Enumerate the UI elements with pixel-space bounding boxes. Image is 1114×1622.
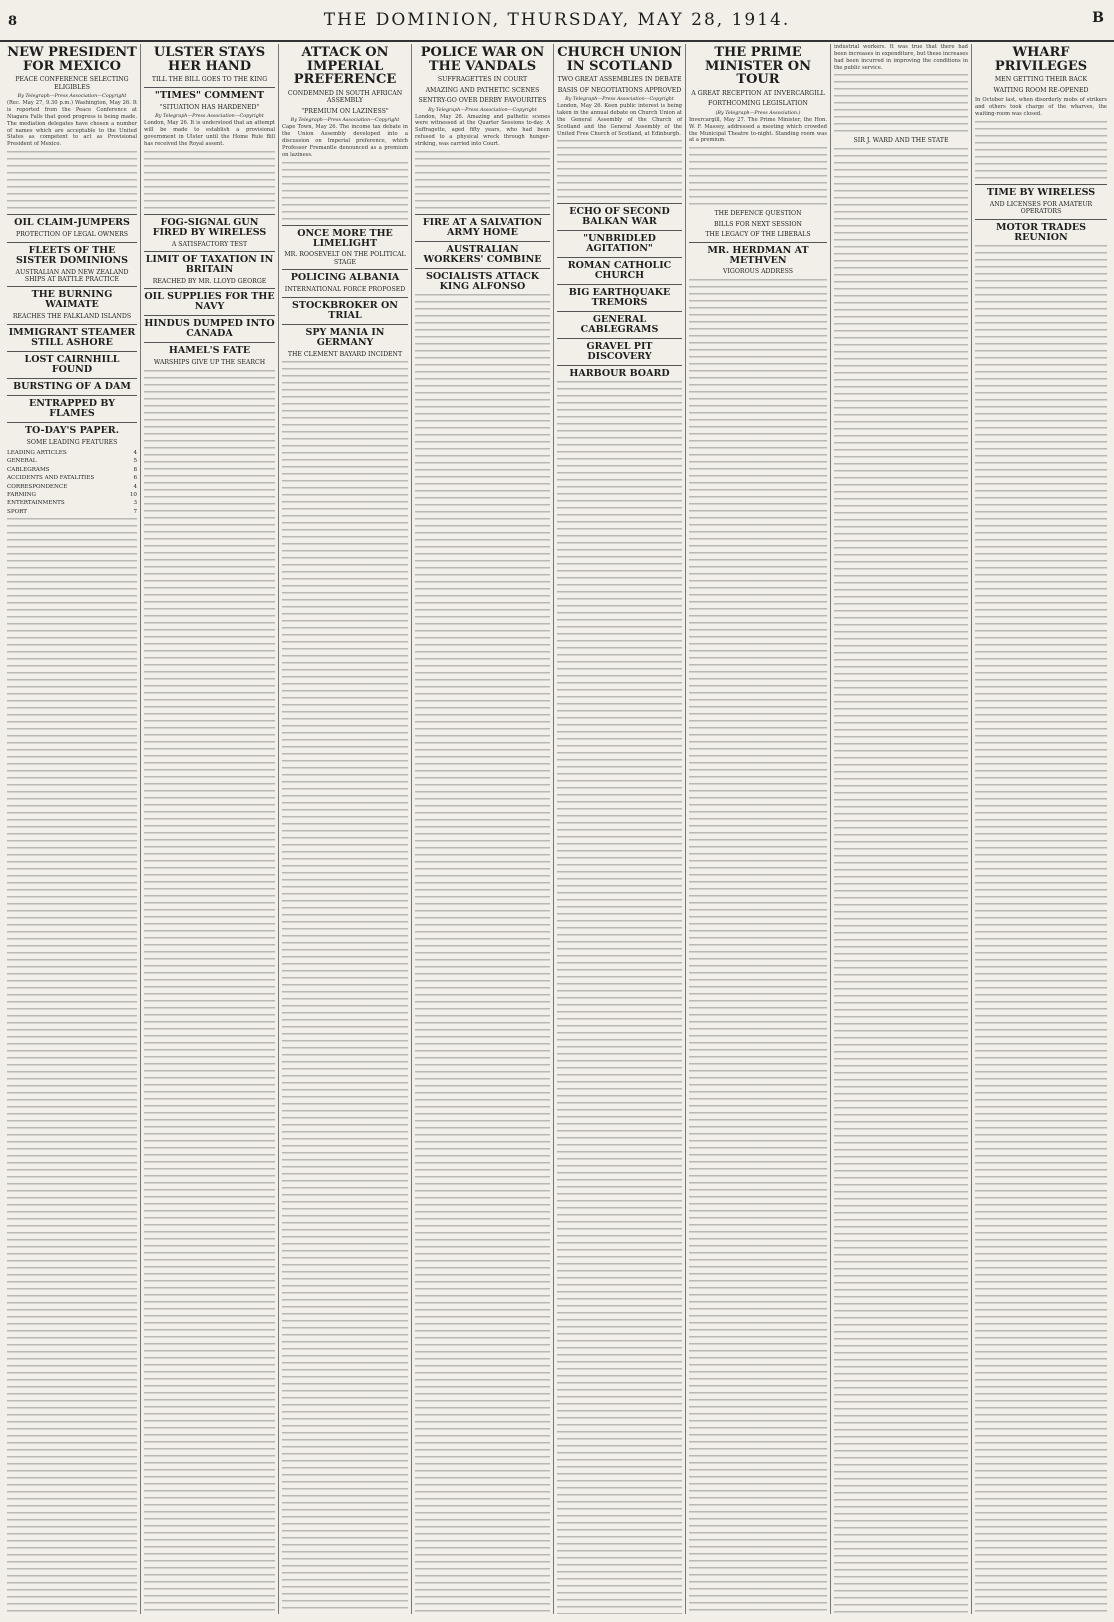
column-7: [831, 44, 972, 1614]
subheading: BILLS FOR NEXT SESSION: [714, 220, 802, 228]
article-text: In October last, when disorderly mobs of strikers and others took charge of the wharves, the waiting-room was closed.: [975, 97, 1107, 117]
article-text: London, May 26. It is understood that an attempt will be made to establish a provisional government in Ulster until the Home Rule Bill has received the Royal assent.: [144, 120, 275, 147]
headline: FLEETS OF THE SISTER DOMINIONS: [15, 244, 129, 266]
contents-page: 5: [133, 458, 137, 465]
headline: OIL CLAIM-JUMPERS: [14, 217, 130, 229]
contents-row: [7, 483, 137, 491]
contents-row: [7, 449, 137, 457]
headline: "UNBRIDLED AGITATION": [583, 233, 656, 255]
headline: STOCKBROKER ON TRIAL: [292, 299, 398, 321]
headline: BIG EARTHQUAKE TREMORS: [568, 287, 671, 309]
contents-page: 7: [133, 508, 137, 515]
subheading: THE LEGACY OF THE LIBERALS: [705, 231, 811, 239]
headline: HINDUS DUMPED INTO CANADA: [144, 318, 275, 340]
headline: ULSTER STAYS HER HAND: [153, 45, 266, 74]
contents-row: [7, 499, 137, 507]
headline: ECHO OF SECOND BALKAN WAR: [569, 206, 670, 228]
article-text: Invercargill, May 27. The Prime Minister, the Hon. W. F. Massey, addressed a meeting which crowded the Municipal Theatre to-night. Standing room was at a premium.: [689, 116, 827, 144]
headline: FOG-SIGNAL GUN FIRED BY WIRELESS: [152, 216, 267, 238]
subheading: THE DEFENCE QUESTION: [714, 210, 802, 218]
headline: HARBOUR BOARD: [569, 368, 670, 380]
subheading: AND LICENSES FOR AMATEUR OPERATORS: [989, 200, 1093, 216]
byline: By Telegraph—Press Association—Copyright: [428, 107, 537, 113]
contents-page: 10: [129, 491, 137, 498]
headline: GENERAL CABLEGRAMS: [580, 314, 659, 336]
text-lines: [557, 140, 682, 200]
section-rule: [415, 214, 550, 215]
headline: LOST CAIRNHILL FOUND: [24, 353, 120, 375]
contents-label: FARMING: [7, 491, 36, 498]
byline: By Telegraph—Press Association—Copyright: [290, 118, 400, 124]
subheading: BASIS OF NEGOTIATIONS APPROVED: [557, 86, 682, 94]
subheading: A SATISFACTORY TEST: [171, 240, 248, 248]
section-rule: [557, 230, 682, 231]
section-rule: [975, 219, 1107, 220]
column-4: [412, 44, 554, 1614]
article-text: London, May 26. Amazing and pathetic scenes were witnessed at the Quarter Sessions to-day. A Suffragette, aged fifty years, who had been refused to a physical wreck through hunger-striking, was carried into Court.: [415, 113, 550, 148]
subheading: AUSTRALIAN AND NEW ZEALAND SHIPS AT BATTLE PRACTICE: [15, 268, 129, 283]
section-rule: [7, 378, 137, 379]
subheading: "PREMIUM ON LAZINESS": [301, 107, 389, 115]
subheading: SENTRY-GO OVER DERBY FAVOURITES: [418, 97, 547, 105]
section-rule: [557, 284, 682, 285]
subheading: PROTECTION OF LEGAL OWNERS: [15, 231, 128, 239]
subheading: REACHES THE FALKLAND ISLANDS: [12, 313, 132, 321]
contents-label: SPORT: [7, 508, 28, 515]
section-rule: [7, 214, 137, 215]
contents-page: 3: [133, 500, 137, 507]
contents-page: 4: [133, 449, 137, 456]
article-text: Cape Town, May 26. The income tax debate in the Union Assembly developed into a discussion on Imperial preference, which Professor Fremantle denounced as a premium on laziness.: [282, 124, 408, 158]
section-rule: [975, 184, 1107, 185]
text-lines: [415, 151, 550, 211]
headline: CHURCH UNION IN SCOTLAND: [557, 45, 682, 74]
section-rule: [557, 365, 682, 366]
section-rule: [144, 214, 275, 215]
headline: ONCE MORE THE LIMELIGHT: [297, 227, 393, 249]
section-rule: [282, 297, 408, 298]
subheading: SIR J. WARD AND THE STATE: [853, 137, 949, 145]
subheading: SOME LEADING FEATURES: [26, 438, 118, 446]
section-rule: [282, 225, 408, 226]
contents-row: [7, 457, 137, 465]
section-rule: [144, 87, 275, 88]
headline: GRAVEL PIT DISCOVERY: [586, 341, 653, 363]
headline: LIMIT OF TAXATION IN BRITAIN: [145, 253, 274, 275]
headline: ENTRAPPED BY FLAMES: [29, 397, 115, 419]
headline: "TIMES" COMMENT: [154, 89, 265, 101]
text-lines: [415, 294, 550, 1614]
headline: HAMEL'S FATE: [168, 345, 251, 357]
headline: BURSTING OF A DAM: [13, 380, 131, 392]
column-5: [554, 44, 686, 1614]
headline: THE PRIME MINISTER ON TOUR: [705, 45, 811, 88]
page-number: 8: [8, 14, 18, 29]
text-lines: [689, 279, 827, 1614]
headline: SPY MANIA IN GERMANY: [305, 326, 385, 348]
headline: OIL SUPPLIES FOR THE NAVY: [144, 291, 275, 313]
section-rule: [415, 268, 550, 269]
column-3: [279, 44, 412, 1614]
byline: (By Telegraph—Press Association.): [715, 110, 801, 116]
contents-page: 8: [133, 466, 137, 473]
headline: TIME BY WIRELESS: [986, 186, 1096, 198]
section-rule: [7, 422, 137, 423]
subheading: MEN GETTING THEIR BACK: [994, 76, 1088, 84]
headline: ATTACK ON IMPERIAL PREFERENCE: [293, 45, 397, 88]
contents-label: ENTERTAINMENTS: [7, 500, 65, 507]
section-rule: [557, 203, 682, 204]
column-8: [972, 44, 1110, 1614]
contents-row: [7, 508, 137, 516]
text-lines: [834, 148, 968, 1614]
text-lines: [282, 361, 408, 1614]
contents-label: LEADING ARTICLES: [7, 449, 67, 456]
byline: By Telegraph—Press Association—Copyright: [155, 114, 264, 120]
text-lines: [975, 121, 1107, 181]
subheading: VIGOROUS ADDRESS: [722, 268, 793, 276]
subheading: "SITUATION HAS HARDENED": [159, 103, 260, 111]
byline: By Telegraph—Press Association—Copyright: [565, 97, 674, 103]
headline: AUSTRALIAN WORKERS' COMBINE: [423, 243, 542, 265]
section-rule: [7, 324, 137, 325]
text-lines: [7, 151, 137, 211]
section-rule: [689, 242, 827, 243]
headline: ROMAN CATHOLIC CHURCH: [567, 260, 672, 282]
text-lines: [7, 518, 137, 1614]
headline: TO-DAY'S PAPER.: [24, 424, 120, 436]
subheading: THE CLEMENT BAYARD INCIDENT: [287, 350, 403, 358]
headline: FIRE AT A SALVATION ARMY HOME: [422, 216, 543, 238]
subheading: AMAZING AND PATHETIC SCENES: [425, 86, 540, 94]
headline: POLICING ALBANIA: [290, 272, 400, 284]
headline: NEW PRESIDENT FOR MEXICO: [7, 45, 137, 74]
headline: SOCIALISTS ATTACK KING ALFONSO: [425, 270, 540, 292]
subheading: PEACE CONFERENCE SELECTING ELIGIBLES: [15, 76, 129, 91]
subheading: MR. ROOSEVELT ON THE POLITICAL STAGE: [284, 251, 406, 266]
contents-page: 4: [133, 483, 137, 490]
headline: IMMIGRANT STEAMER STILL ASHORE: [8, 326, 136, 348]
text-lines: [282, 162, 408, 222]
headline: WHARF PRIVILEGES: [994, 45, 1088, 74]
section-rule: [144, 288, 275, 289]
section-rule: [7, 242, 137, 243]
column-6: [686, 44, 831, 1614]
article-text: industrial workers. It was true that there had been increases in expenditure, but these increases had been incurred in improving the conditions in the public service.: [834, 44, 968, 71]
subheading: INTERNATIONAL FORCE PROPOSED: [284, 286, 406, 294]
text-lines: [834, 74, 968, 134]
article-text: (Rec. May 27, 9.30 p.m.) Washington, May 26. It is reported from the Peace Conference at Niagara Falls that good progress is being made. The mediation delegates have chosen a number of names which are acceptable to the United States as competent to act as Provisional President of Mexico.: [7, 100, 137, 148]
text-lines: [144, 370, 275, 1614]
subheading: WAITING ROOM RE-OPENED: [993, 86, 1089, 94]
masthead: [0, 0, 1114, 42]
headline: MOTOR TRADES REUNION: [995, 221, 1086, 243]
column-1: [4, 44, 141, 1614]
todays-paper-contents: [7, 449, 137, 516]
contents-row: [7, 474, 137, 482]
section-rule: [282, 324, 408, 325]
headline: THE BURNING WAIMATE: [31, 289, 113, 311]
section-rule: [282, 269, 408, 270]
section-rule: [144, 342, 275, 343]
text-lines: [975, 245, 1107, 1614]
text-lines: [557, 381, 682, 1614]
subheading: REACHED BY MR. LLOYD GEORGE: [152, 277, 267, 285]
column-2: [141, 44, 279, 1614]
headline: MR. HERDMAN AT METHVEN: [707, 244, 809, 266]
subheading: TWO GREAT ASSEMBLIES IN DEBATE: [557, 76, 682, 84]
byline: By Telegraph—Press Association—Copyright: [17, 94, 127, 100]
section-rule: [7, 286, 137, 287]
headline: POLICE WAR ON THE VANDALS: [420, 45, 545, 74]
contents-label: GENERAL: [7, 458, 37, 465]
subheading: FORTHCOMING LEGISLATION: [708, 100, 808, 108]
subheading: A GREAT RECEPTION AT INVERCARGILL: [691, 89, 825, 97]
subheading: WARSHIPS GIVE UP THE SEARCH: [153, 359, 266, 367]
section-rule: [7, 395, 137, 396]
section-rule: [144, 315, 275, 316]
contents-row: [7, 466, 137, 474]
section-rule: [7, 351, 137, 352]
contents-label: CORRESPONDENCE: [7, 483, 68, 490]
text-lines: [689, 147, 827, 207]
contents-page: 6: [133, 475, 137, 482]
corner-mark: B: [1092, 10, 1104, 26]
subheading: SUFFRAGETTES IN COURT: [437, 76, 528, 84]
contents-label: ACCIDENTS AND FATALITIES: [7, 475, 95, 482]
section-rule: [144, 251, 275, 252]
contents-label: CABLEGRAMS: [7, 466, 50, 473]
section-rule: [557, 311, 682, 312]
contents-row: [7, 491, 137, 499]
section-rule: [415, 241, 550, 242]
section-rule: [557, 338, 682, 339]
article-text: London, May 26. Keen public interest is being taken in the annual debate on Church Union at the General Assembly of the Church of Scotland and the General Assembly of the United Free Church of Scotland, at Edinburgh.: [557, 103, 682, 137]
subheading: TILL THE BILL GOES TO THE KING: [151, 76, 268, 84]
text-lines: [144, 151, 275, 211]
section-rule: [557, 257, 682, 258]
subheading: CONDEMNED IN SOUTH AFRICAN ASSEMBLY: [287, 89, 403, 105]
newspaper-title: THE DOMINION, THURSDAY, MAY 28, 1914.: [323, 10, 791, 30]
